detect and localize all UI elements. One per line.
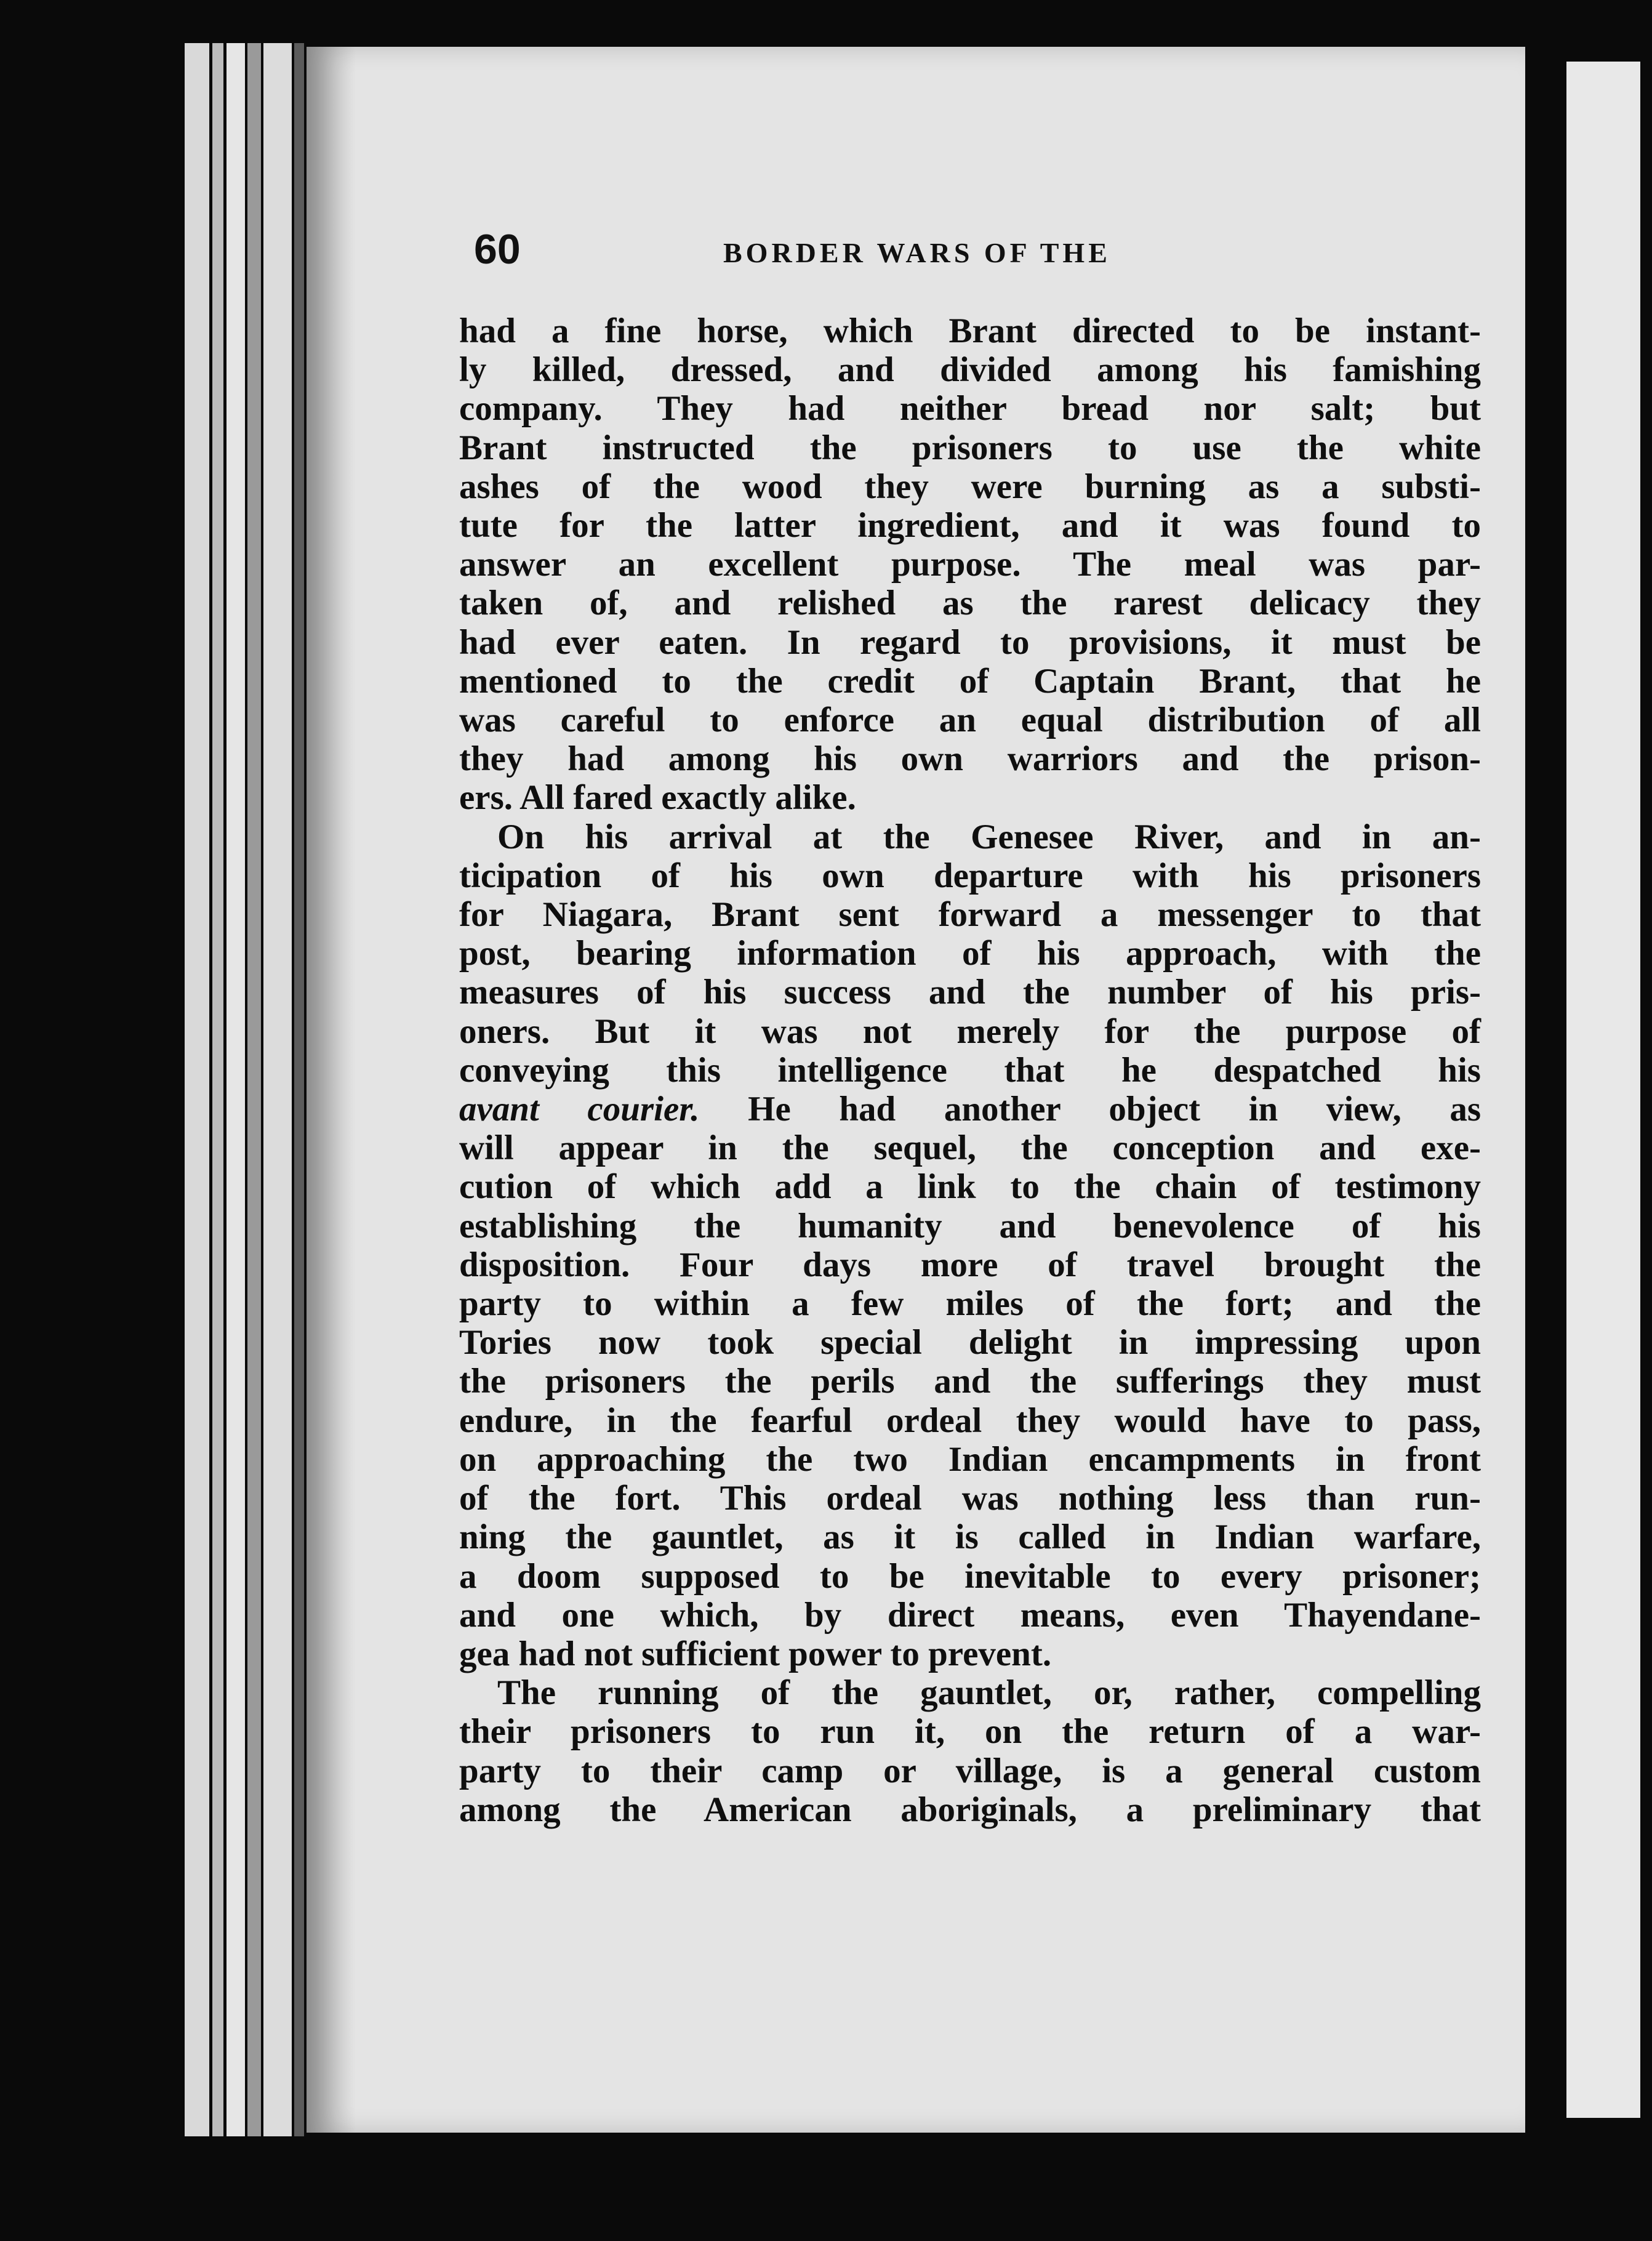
text-line: the prisoners the perils and the sufferings they must	[459, 1362, 1481, 1401]
text-line: The running of the gauntlet, or, rather, compelling	[497, 1673, 1481, 1713]
text-line: on approaching the two Indian encampments in front	[459, 1439, 1481, 1479]
text-line: answer an excellent purpose. The meal was par-	[459, 545, 1481, 584]
text-line: endure, in the fearful ordeal they would have to pass,	[459, 1401, 1481, 1440]
text-line: of the fort. This ordeal was nothing less than run-	[459, 1479, 1481, 1518]
page-edge	[185, 43, 209, 2136]
text-line: was careful to enforce an equal distribution of all	[459, 701, 1481, 740]
text-line: disposition. Four days more of travel brought the	[459, 1245, 1481, 1284]
text-line: On his arrival at the Genesee River, and in an-	[497, 817, 1481, 856]
text-line: establishing the humanity and benevolence of his	[459, 1206, 1481, 1245]
text-line: Brant instructed the prisoners to use the white	[459, 428, 1481, 467]
text-line: party to their camp or village, is a general custom	[459, 1751, 1481, 1790]
page-edge	[247, 43, 261, 2136]
text-line: taken of, and relished as the rarest delicacy they	[459, 584, 1481, 623]
italic-phrase: avant courier.	[459, 1090, 700, 1129]
page-edge	[212, 43, 223, 2136]
text-line: will appear in the sequel, the conception and exe-	[459, 1129, 1481, 1168]
text-line-mixed	[459, 1090, 1481, 1129]
text-line: tute for the latter ingredient, and it was found to	[459, 506, 1481, 545]
text-line: a doom supposed to be inevitable to every prisoner;	[459, 1556, 1481, 1596]
text-line: and one which, by direct means, even Thayendane-	[459, 1595, 1481, 1635]
text-line: gea had not sufficient power to prevent.	[459, 1634, 1052, 1673]
text-line: they had among his own warriors and the prison-	[459, 739, 1481, 779]
text-line: measures of his success and the number of his pris-	[459, 973, 1481, 1012]
text-line: ashes of the wood they were burning as a substi-	[459, 467, 1481, 506]
page-edge	[263, 43, 292, 2136]
text-line: ticipation of his own departure with his prisoners	[459, 856, 1481, 895]
page-gap	[1525, 49, 1566, 2142]
page-edge	[294, 43, 304, 2136]
text-line: had a fine horse, which Brant directed to be instant-	[459, 312, 1481, 350]
next-page-sliver	[1566, 62, 1640, 2118]
text-line: had ever eaten. In regard to provisions, it must be	[459, 622, 1481, 662]
page-number: 60	[474, 226, 521, 273]
text-line: cution of which add a link to the chain of testimony	[459, 1167, 1481, 1207]
page-edge	[227, 43, 245, 2136]
text-line: their prisoners to run it, on the return of a war-	[459, 1712, 1481, 1752]
text-line: oners. But it was not merely for the purpose of	[459, 1012, 1481, 1051]
text-line: ning the gauntlet, as it is called in Indian warfare,	[459, 1518, 1481, 1557]
text-line: ly killed, dressed, and divided among his famishing	[459, 350, 1481, 390]
text-line-rest: He had another object in view, as	[748, 1090, 1482, 1129]
page-header	[474, 225, 1483, 305]
running-head: BORDER WARS OF THE	[723, 237, 1111, 268]
text-line: party to within a few miles of the fort; and the	[459, 1284, 1481, 1324]
body-text	[459, 312, 1481, 1829]
book-page	[307, 47, 1525, 2133]
text-line: Tories now took special delight in impressing upon	[459, 1323, 1481, 1362]
gutter-shadow	[307, 47, 356, 2133]
text-line: among the American aboriginals, a preliminary that	[459, 1790, 1481, 1829]
text-line: post, bearing information of his approach, with the	[459, 934, 1481, 973]
text-line: mentioned to the credit of Captain Brant, that he	[459, 661, 1481, 701]
text-line: company. They had neither bread nor salt; but	[459, 389, 1481, 428]
text-line: ers. All fared exactly alike.	[459, 778, 856, 818]
text-line: conveying this intelligence that he despatched his	[459, 1050, 1481, 1090]
text-line: for Niagara, Brant sent forward a messenger to that	[459, 895, 1481, 935]
